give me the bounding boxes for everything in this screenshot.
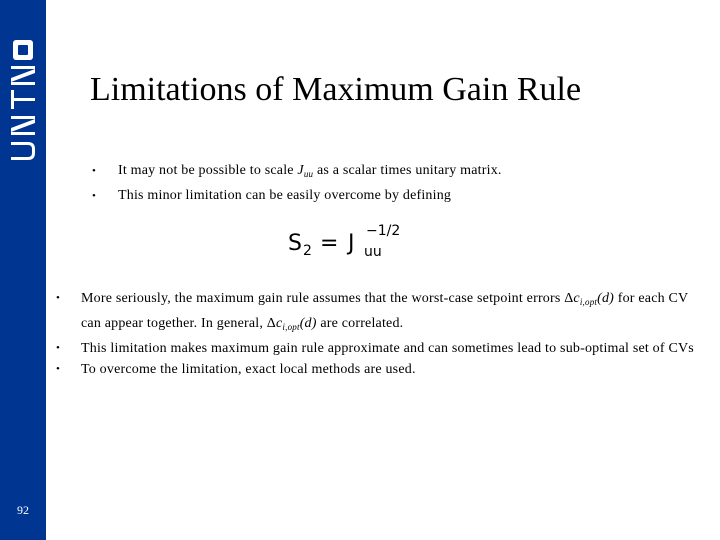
sidebar-bar — [0, 0, 46, 540]
eq-lhs-sub: 2 — [303, 243, 312, 259]
list-item: • This minor limitation can be easily overcome by defining — [92, 185, 652, 207]
list-item: • This limitation makes maximum gain rule approximate and can sometimes lead to sub-optimal set of CVs — [56, 338, 696, 359]
svg-text:=: = — [320, 231, 339, 256]
bullet-icon: • — [56, 292, 61, 304]
eq-lhs: S — [288, 231, 302, 256]
slide-number: 92 — [17, 503, 29, 517]
top-bullet-list — [92, 160, 652, 207]
eq-rhs-sup: −1/2 — [366, 223, 401, 239]
bullet-icon: • — [56, 363, 61, 375]
bullet-icon: • — [92, 190, 97, 202]
ntnu-logo — [8, 36, 38, 176]
list-item: • To overcome the limitation, exact local methods are used. — [56, 359, 696, 380]
eq-rhs: J — [348, 231, 355, 256]
list-item: • It may not be possible to scale $J_{uu}$ as a scalar times unitary matrix. — [92, 160, 652, 185]
list-item: • More seriously, the maximum gain rule assumes that the worst-case setpoint errors $\Delta c_{i,opt}(d)$ for each CV can appear together. In general, $\Delta c_{i,opt}(d)$ are correlated. — [56, 288, 696, 338]
bullet-icon: • — [92, 165, 97, 177]
equation — [288, 220, 438, 260]
eq-rhs-sub: uu — [364, 244, 382, 260]
slide-title: Limitations of Maximum Gain Rule — [90, 71, 582, 108]
bullet-icon: • — [56, 342, 61, 354]
bottom-bullet-list — [56, 288, 696, 380]
